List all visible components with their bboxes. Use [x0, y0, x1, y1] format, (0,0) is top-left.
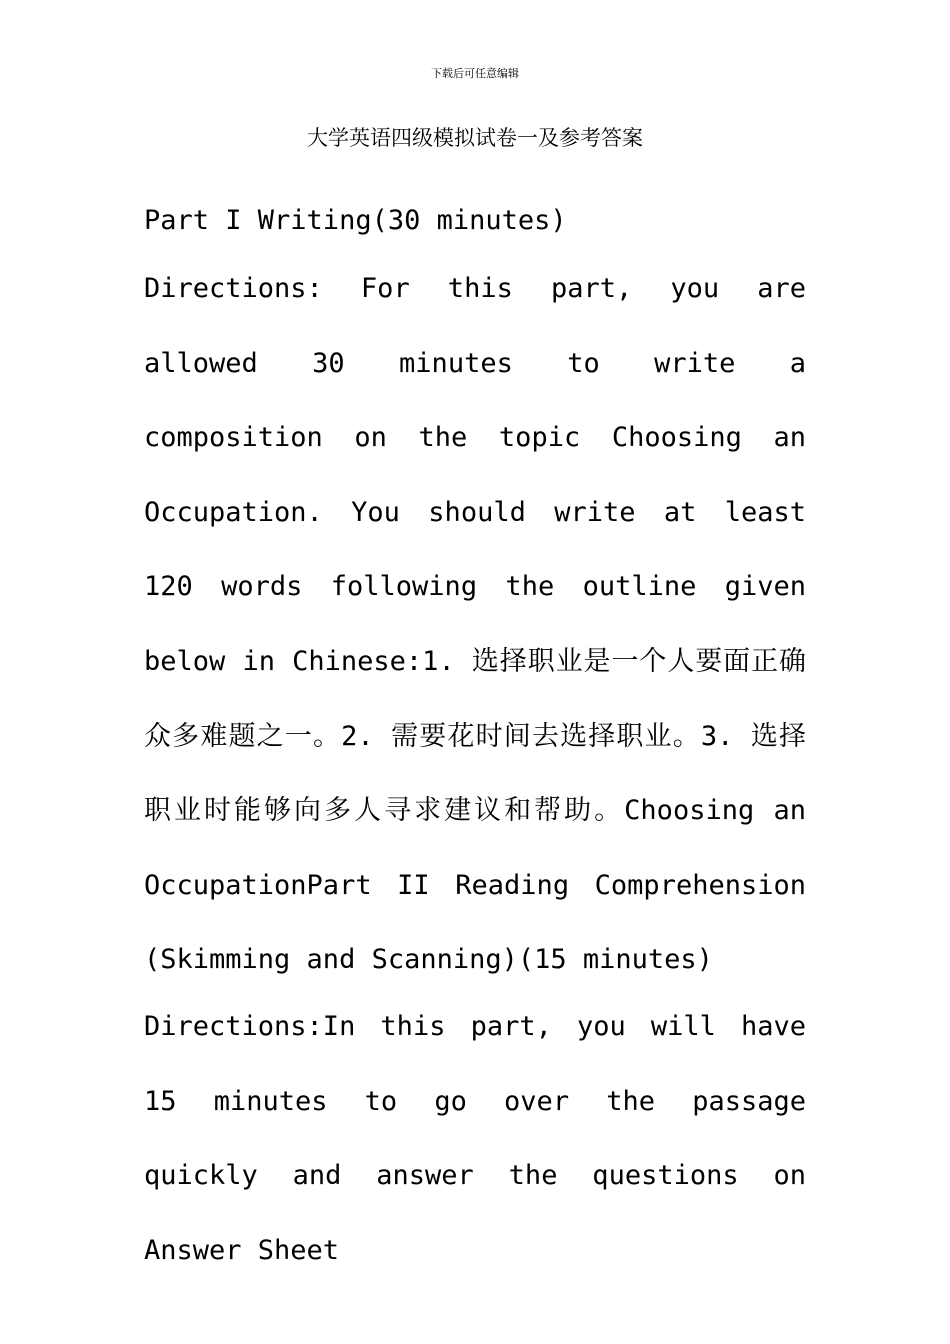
directions-paragraph-reading: Directions:In this part, you will have 15 minutes to go over the passage quickly and answer the questions on Answer Sheet	[144, 1011, 806, 1266]
document-title: 大学英语四级模拟试卷一及参考答案	[307, 126, 643, 150]
header-note: 下载后可任意编辑	[431, 67, 519, 80]
section-heading: Part I Writing(30 minutes)	[144, 205, 567, 236]
directions-paragraph: Directions: For this part, you are allowed 30 minutes to write a composition on the topic Choosing an Occupation. You should write at least 120 words following the outline given below in Chinese:1. 选择职业是一个人要面正确众多难题之一。2. 需要花时间去选择职业。3. 选择职业时能够向多人寻求建议和帮助。Choosing an OccupationPart II Reading Comprehension (Skimming and Scanning)(15 minutes)	[144, 273, 806, 976]
